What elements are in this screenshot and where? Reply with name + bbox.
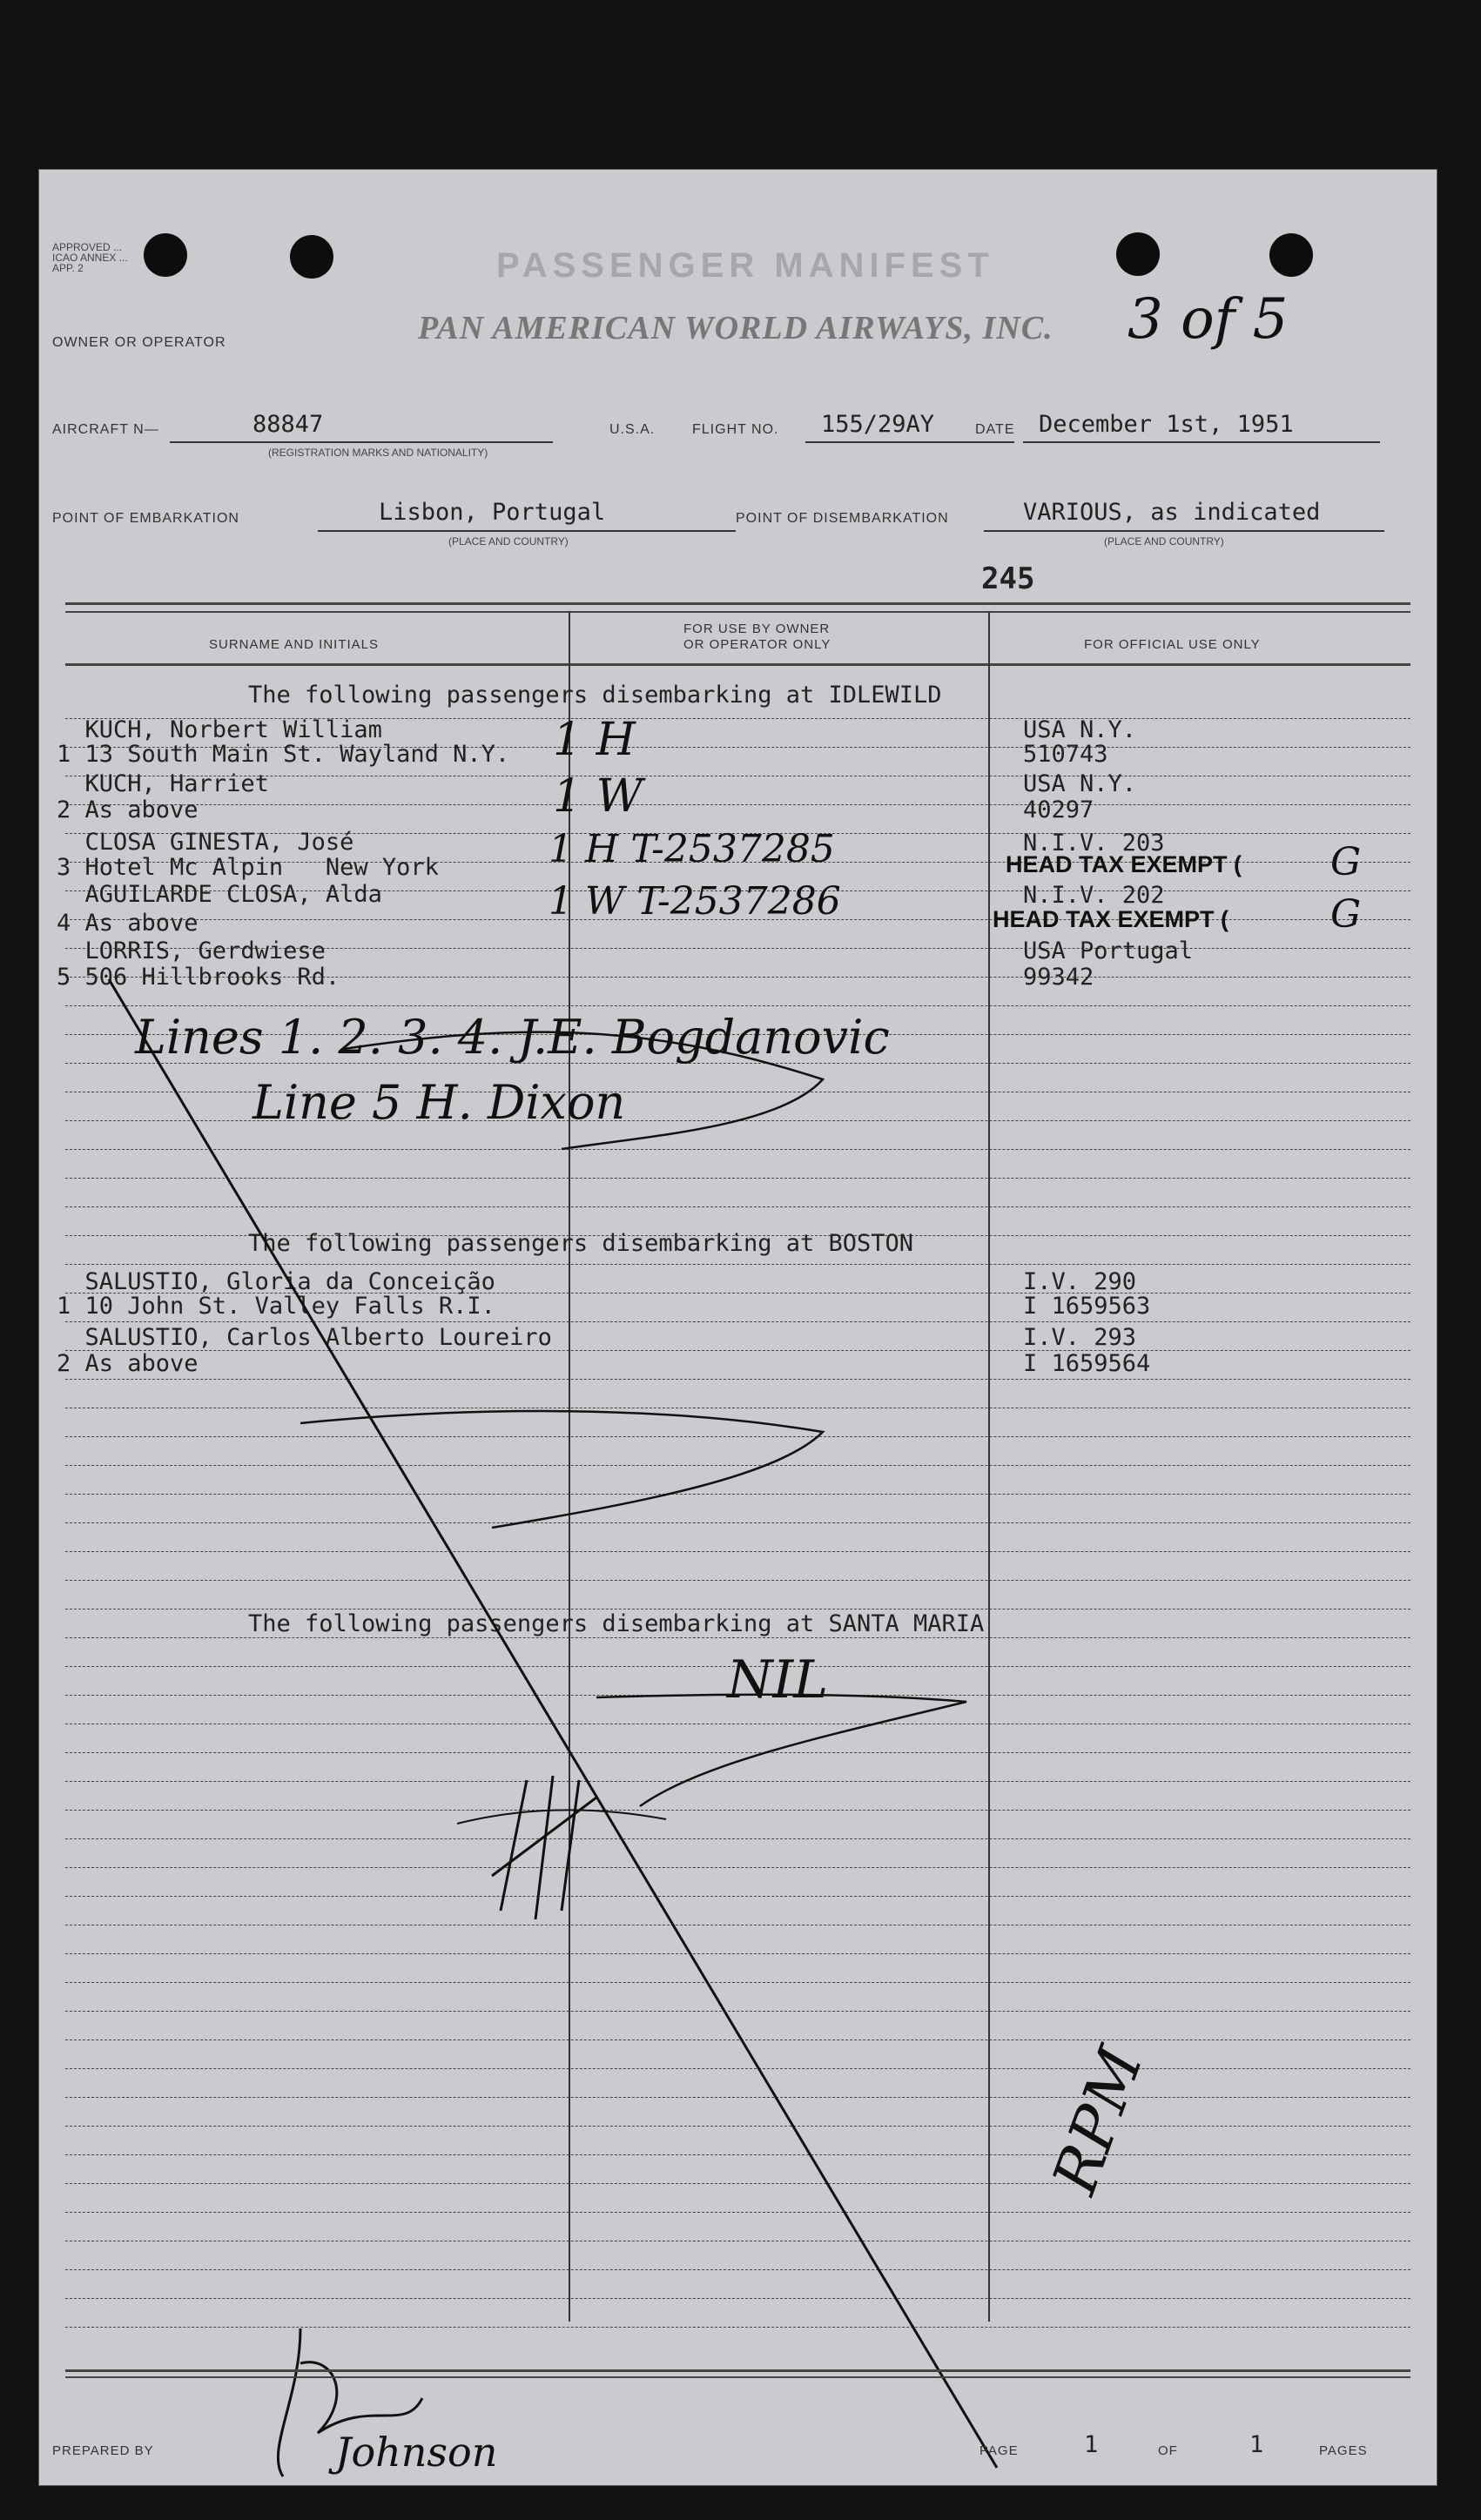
official-entry: N.I.V. 203 (1023, 830, 1165, 857)
nil-mark: NIL (727, 1650, 829, 1710)
col-owner-use: OR OPERATOR ONLY (683, 637, 831, 652)
passenger-row: 2 As above (57, 1350, 199, 1377)
handwritten-mark: 1 W T-2537286 (549, 879, 841, 924)
manifest-number: 245 (981, 561, 1035, 596)
flight-label: FLIGHT NO. (692, 422, 779, 437)
prepared-by-label: PREPARED BY (52, 2443, 154, 2458)
passenger-row: SALUSTIO, Carlos Alberto Loureiro (57, 1324, 552, 1351)
of-label: OF (1158, 2443, 1178, 2458)
pen-strokes (39, 170, 1437, 2485)
col-surname: SURNAME AND INITIALS (209, 637, 380, 652)
section-santa-maria: The following passengers disembarking at SANTA MARIA (248, 1610, 985, 1637)
handwritten-mark: G (1330, 892, 1362, 937)
official-entry: USA N.Y. (1023, 770, 1137, 797)
disembark-value: VARIOUS, as indicated (1023, 499, 1321, 526)
embark-sublabel: (PLACE AND COUNTRY) (448, 535, 569, 548)
date-value: December 1st, 1951 (1039, 411, 1294, 438)
corner-note: 3 of 5 (1128, 287, 1289, 352)
passenger-row: SALUSTIO, Gloria da Conceição (57, 1268, 495, 1295)
disembark-sublabel: (PLACE AND COUNTRY) (1104, 535, 1224, 548)
preparer-name: Johnson (335, 2429, 498, 2476)
scribble-stroke (457, 1810, 666, 1824)
handwritten-mark: 1 H (553, 714, 636, 766)
passenger-row: 5 506 Hillbrooks Rd. (57, 964, 340, 991)
section-boston: The following passengers disembarking at BOSTON (248, 1230, 914, 1257)
head-tax-stamp: HEAD TAX EXEMPT ( (993, 906, 1229, 932)
aircraft-sublabel: (REGISTRATION MARKS AND NATIONALITY) (268, 447, 488, 459)
aircraft-value: 88847 (252, 411, 324, 438)
official-entry: 40297 (1023, 796, 1094, 823)
col-official: FOR OFFICIAL USE ONLY (1084, 637, 1261, 652)
operator-name: PAN AMERICAN WORLD AIRWAYS, INC. (418, 310, 1054, 346)
footer-rule (65, 2376, 1410, 2378)
approval-note: APPROVED ... ICAO ANNEX ... APP. 2 (52, 241, 128, 274)
handwritten-mark: 1 H T-2537285 (549, 827, 835, 871)
embark-value: Lisbon, Portugal (379, 499, 606, 526)
manifest-title: PASSENGER MANIFEST (496, 246, 994, 285)
official-entry: I.V. 290 (1023, 1268, 1137, 1295)
scribble-stroke (344, 1032, 823, 1149)
head-tax-stamp: HEAD TAX EXEMPT ( (1006, 851, 1242, 877)
passenger-row: AGUILARDE CLOSA, Alda (57, 881, 382, 908)
section-idlewild: The following passengers disembarking at IDLEWILD (248, 682, 942, 709)
passenger-row: 3 Hotel Mc Alpin New York (57, 854, 439, 881)
passenger-row: 1 10 John St. Valley Falls R.I. (57, 1293, 495, 1320)
manifest-sheet (39, 170, 1437, 2485)
aircraft-label: AIRCRAFT N— (52, 422, 159, 437)
official-entry: I 1659564 (1023, 1350, 1151, 1377)
col-owner-use: FOR USE BY OWNER (683, 622, 831, 636)
initials-scribble (492, 1776, 596, 1919)
date-label: DATE (975, 422, 1015, 437)
owner-label: OWNER OR OPERATOR (52, 335, 226, 350)
official-entry: USA Portugal (1023, 937, 1194, 964)
scribble-stroke (300, 1411, 823, 1528)
handwritten-mark: G (1330, 840, 1362, 884)
passenger-row: KUCH, Harriet (57, 770, 269, 797)
official-entry: 510743 (1023, 741, 1108, 768)
disembark-label: POINT OF DISEMBARKATION (736, 511, 949, 526)
passenger-row: 4 As above (57, 910, 199, 937)
official-entry: USA N.Y. (1023, 716, 1137, 743)
initials-mark: RPM (1038, 2038, 1157, 2203)
official-entry: I 1659563 (1023, 1293, 1151, 1320)
official-entry: I.V. 293 (1023, 1324, 1137, 1351)
signature-line-5: Line 5 H. Dixon (252, 1075, 626, 1130)
passenger-row: KUCH, Norbert William (57, 716, 382, 743)
page-value: 1 (1084, 2431, 1099, 2458)
flight-value: 155/29AY (821, 411, 935, 438)
pages-label: PAGES (1319, 2443, 1368, 2458)
footer-rule (65, 2369, 1410, 2372)
strike-through-line (109, 979, 997, 2468)
passenger-row: 1 13 South Main St. Wayland N.Y. (57, 741, 510, 768)
of-value: 1 (1249, 2431, 1264, 2458)
scribble-stroke (596, 1695, 966, 1806)
embark-label: POINT OF EMBARKATION (52, 511, 239, 526)
passenger-row: LORRIS, Gerdwiese (57, 937, 326, 964)
signature-lines-1-4: Lines 1. 2. 3. 4. J.E. Bogdanovic (135, 1010, 890, 1065)
official-entry: N.I.V. 202 (1023, 882, 1165, 909)
country-label: U.S.A. (609, 422, 656, 437)
official-entry: 99342 (1023, 964, 1094, 991)
handwritten-mark: 1 W (553, 770, 643, 823)
passenger-row: 2 As above (57, 796, 199, 823)
passenger-row: CLOSA GINESTA, José (57, 829, 354, 856)
page-label: PAGE (979, 2443, 1019, 2458)
